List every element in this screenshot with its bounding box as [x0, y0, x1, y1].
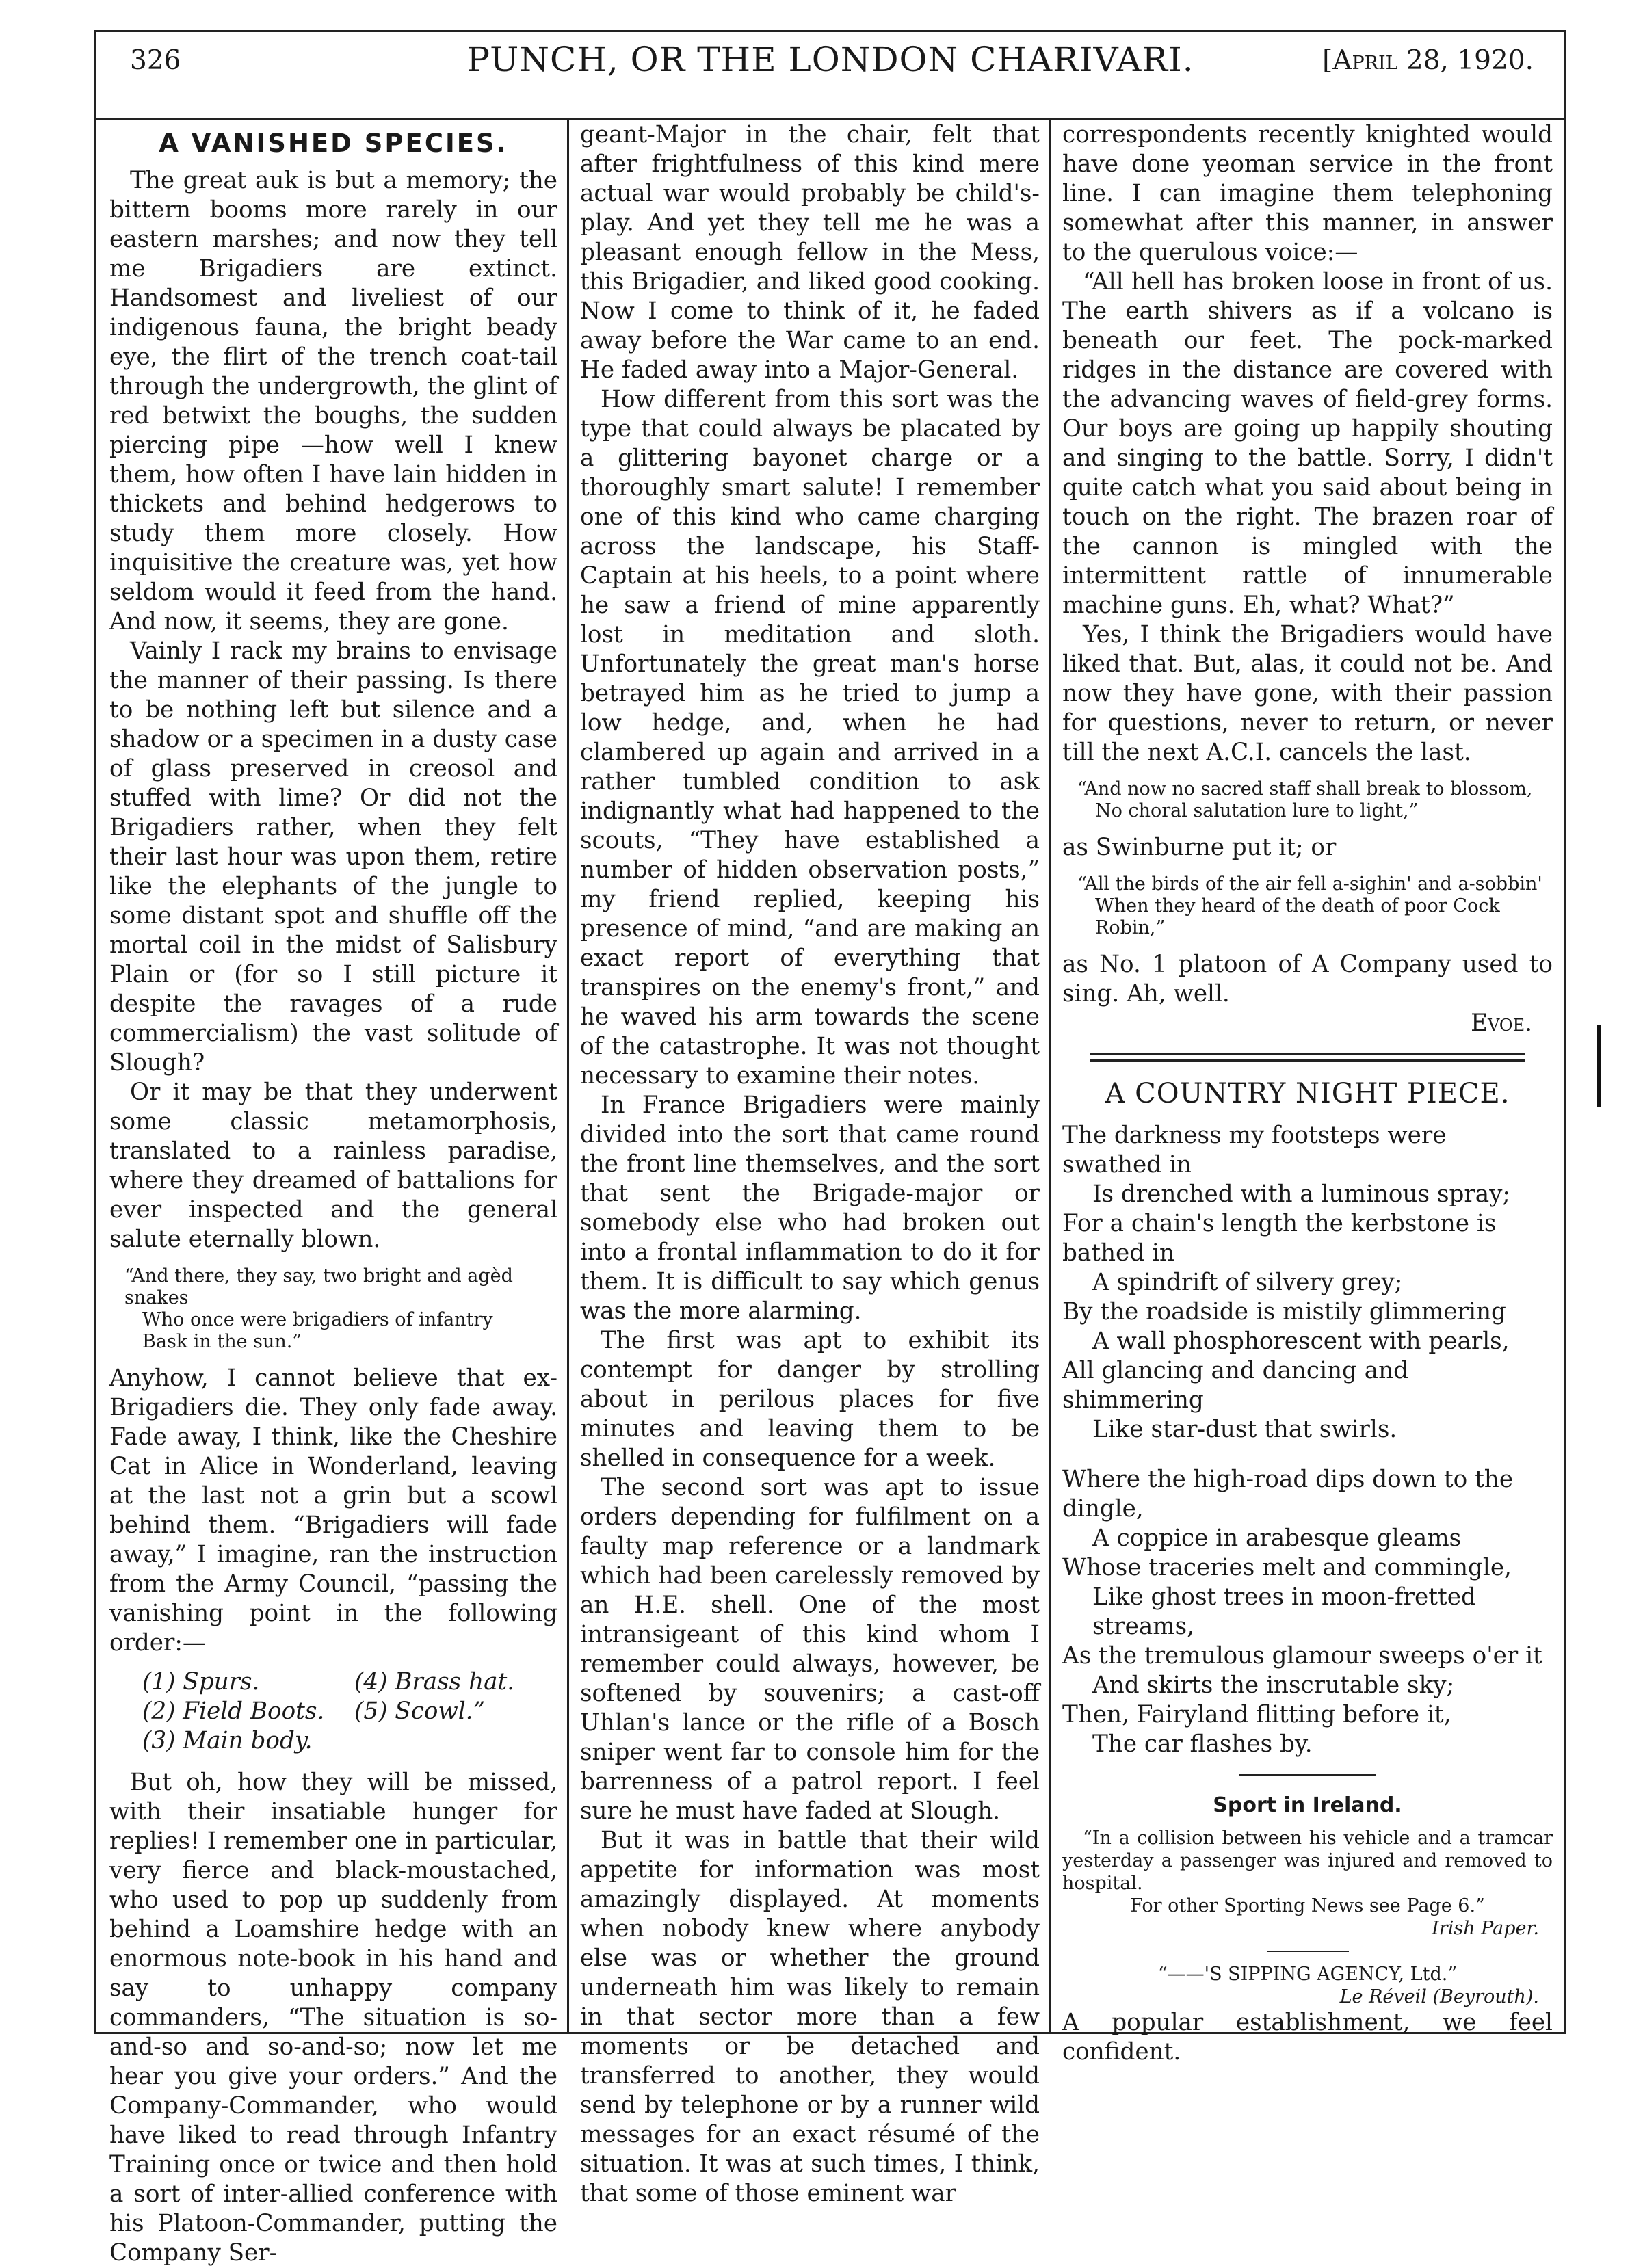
author-signature: Evoe.	[1471, 1010, 1532, 1037]
poem-line: Then, Fairyland flitting before it,	[1062, 1701, 1451, 1728]
poem-line: Whose traceries melt and commingle,	[1062, 1554, 1512, 1581]
sport-title: Sport in Ireland.	[1213, 1793, 1402, 1817]
poem-line: And skirts the inscrutable sky;	[1092, 1672, 1455, 1699]
article-paragraph: But oh, how they will be missed, with their insatiable hunger for replies! I remember one in particular, very fierce and black-moustached, who used to pop up suddenly from behind a Loamshire hedge with an enormous note-book in his hand and say to unhappy company commanders, “The situation is so-and-so and so-and-so; now let me hear you give your orders.” And the Company-Commander, who would have liked to read through Infantry Training once or twice and then hold a sort of inter-allied conference with his Platoon-Commander, putting the Company Ser-	[109, 1769, 557, 2267]
poem-line: A wall phosphorescent with pearls,	[1092, 1328, 1510, 1355]
orders-list	[142, 1667, 557, 1756]
quoted-verse	[1077, 873, 1553, 939]
article-paragraph: The second sort was apt to issue orders depending for fulfilment on a faulty map reference or a landmark which had been carelessly removed by an H.E. shell. One of the most intransigeant of this kind whom I remember could always, however, be softened by souvenirs; a cast-off Uhlan's lance or the rifle of a Bosch sniper went far to console him for the barrenness of a patrol report. I feel sure he must have faded at Slough.	[580, 1474, 1040, 1825]
poem-title: A COUNTRY NIGHT PIECE.	[1105, 1078, 1510, 1109]
sport-quote-line: For other Sporting News see Page 6.”	[1130, 1895, 1485, 1916]
verse-line: When they heard of the death of poor Cock Robin,”	[1095, 895, 1500, 938]
poem-body	[1062, 1121, 1553, 1759]
poem-line: All glancing and dancing and shimmering	[1062, 1357, 1409, 1414]
issue-date: [April 28, 1920.	[1322, 45, 1534, 76]
article-paragraph: In France Brigadiers were mainly divided into the sort that came round the front line themselves, and the sort that sent the Brigade-major or somebody else who had broken out into a frontal inflammation to do it for them. It is difficult to say which genus was the more alarming.	[580, 1092, 1040, 1325]
article-paragraph: Vainly I rack my brains to envisage the manner of their passing. Is there to be nothing left but silence and a shadow or a specimen in a dusty case of glass preserved in creosol and stuffed with lime? Or did not the Brigadiers rather, when they felt their last hour was upon them, retire like the elephants of the jungle to some distant spot and shuffle off the mortal coil in the midst of Salisbury Plain or (for so I still picture it despite the ravages of a rude commercialism) the vast solitude of Slough?	[109, 637, 557, 1077]
double-rule-divider	[1090, 1053, 1525, 1062]
article-paragraph: How different from this sort was the type that could always be placated by a glittering bayonet charge or a thoroughly smart salute! I remember one of this kind who came charging across the landscape, his Staff-Captain at his heels, to a point where he saw a friend of mine apparently lost in meditation and sloth. Unfortunately the great man's horse betrayed him as he tried to jump a low hedge, and, when he had clambered up again and arrived in a rather tumbled condition to ask indignantly what had happened to the scouts, “They have established a number of hidden observation posts,” my friend replied, keeping his presence of mind, “and are making an exact report of everything that transpires on the enemy's front,” and he waved his arm towards the scene of the catastrophe. It was not thought necessary to examine their notes.	[580, 386, 1040, 1090]
agency-quote: “——'S SIPPING AGENCY, Ltd.”	[1157, 1964, 1458, 1985]
poem-line: A spindrift of silvery grey;	[1092, 1269, 1403, 1296]
article-closing: as No. 1 platoon of A Company used to sing. Ah, well.	[1062, 951, 1553, 1007]
poem-line: Is drenched with a luminous spray;	[1092, 1181, 1510, 1208]
verse-line: “And there, they say, two bright and agèd snakes	[124, 1265, 513, 1308]
quoted-verse	[124, 1265, 557, 1353]
verse-line: “All the birds of the air fell a-sighin' and a-sobbin'	[1077, 873, 1542, 895]
masthead-title: PUNCH, OR THE LONDON CHARIVARI.	[466, 40, 1194, 79]
order-item: (5) Scowl.”	[354, 1698, 485, 1725]
rule-divider	[1239, 1774, 1376, 1776]
column-1	[100, 120, 569, 2267]
sport-source: Irish Paper.	[1432, 1918, 1539, 1939]
quoted-verse	[1077, 778, 1553, 822]
article-paragraph: The great auk is but a memory; the bittern booms more rarely in our eastern marshes; and now they tell me Brigadiers are extinct. Handsomest and liveliest of our indigenous fauna, the bright beady eye, the flirt of the trench coat-tail through the undergrowth, the glint of red betwixt the boughs, the sudden piercing pipe —how well I knew them, how often I have lain hidden in thickets and behind hedgerows to study them more closely. How inquisitive the creature was, yet how seldom would it feed from the hand. And now, it seems, they are gone.	[109, 167, 557, 635]
article-paragraph: correspondents recently knighted would have done yeoman service in the front line. I can imagine them telephoning somewhat after this manner, in answer to the querulous voice:—	[1062, 121, 1553, 266]
poem-line: A coppice in arabesque gleams	[1092, 1525, 1462, 1552]
article-paragraph: Anyhow, I cannot believe that ex-Brigadiers die. They only fade away. Fade away, I think, like the Cheshire Cat in Alice in Wonderland, leaving at the last not a grin but a scowl behind them. “Brigadiers will fade away,” I imagine, ran the instruction from the Army Council, “passing the vanishing point in the following order:—	[109, 1364, 557, 1657]
article-paragraph: “All hell has broken loose in front of us. The earth shivers as if a volcano is beneath our feet. The pock-marked ridges in the distance are covered with the advancing waves of field-grey forms. Our boys are going up happily shouting and singing to the battle. Sorry, I didn't quite catch what you said about being in touch on the right. The brazen roar of the cannon is mingled with the intermittent rattle of innumerable machine guns. Eh, what? What?”	[1062, 268, 1553, 619]
verse-line: Who once were brigadiers of infantry	[142, 1309, 493, 1330]
poem-line: Where the high-road dips down to the dingle,	[1062, 1466, 1514, 1522]
sport-quote: “In a collision between his vehicle and a tramcar yesterday a passenger was injured and removed to hospital.	[1062, 1828, 1553, 1894]
poem-line: By the roadside is mistily glimmering	[1062, 1298, 1506, 1326]
poem-line: The car flashes by.	[1092, 1730, 1313, 1758]
verse-line: No choral salutation lure to light,”	[1095, 800, 1419, 821]
article-paragraph: The first was apt to exhibit its contempt for danger by strolling about in perilous places for five minutes and leaving them to be shelled in consequence for a week.	[580, 1327, 1040, 1472]
margin-mark	[1597, 1025, 1601, 1107]
page-number: 326	[130, 45, 181, 76]
article-paragraph: Or it may be that they underwent some classic metamorphosis, translated to a rainless paradise, where they dreamed of battalions for ever inspected and the general salute eternally blown.	[109, 1079, 557, 1253]
verse-line: Bask in the sun.”	[142, 1331, 302, 1352]
rule-divider	[1267, 1951, 1349, 1952]
article-paragraph: Yes, I think the Brigadiers would have liked that. But, alas, it could not be. And now they have gone, with their passion for questions, never to return, or never till the next A.C.I. cancels the last.	[1062, 621, 1553, 766]
order-item: (1) Spurs.	[142, 1668, 260, 1696]
poem-line: Like ghost trees in moon-fretted streams,	[1092, 1583, 1476, 1640]
agency-comment: A popular establishment, we feel confident.	[1062, 2009, 1553, 2066]
poem-line: The darkness my footsteps were swathed in	[1062, 1122, 1447, 1178]
agency-source: Le Réveil (Beyrouth).	[1339, 1986, 1539, 2007]
article-title: A VANISHED SPECIES.	[159, 129, 508, 158]
poem-line: Like star-dust that swirls.	[1092, 1416, 1397, 1443]
order-item: (4) Brass hat.	[354, 1668, 515, 1696]
attribution-line: as Swinburne put it; or	[1062, 834, 1337, 861]
article-paragraph: geant-Major in the chair, felt that after frightfulness of this kind mere actual war would probably be child's-play. And yet they tell me he was a pleasant enough fellow in the Mess, this Brigadier, and liked good cooking. Now I come to think of it, he faded away before the War came to an end. He faded away into a Major-General.	[580, 121, 1040, 384]
page-header	[94, 30, 1566, 120]
poem-line: For a chain's length the kerbstone is bathed in	[1062, 1210, 1497, 1267]
order-item: (3) Main body.	[142, 1727, 313, 1754]
column-2	[569, 120, 1051, 2207]
column-3	[1051, 120, 1561, 2066]
order-item: (2) Field Boots.	[142, 1698, 325, 1725]
article-paragraph: But it was in battle that their wild appetite for information was most amazingly displayed. At moments when nobody knew where anybody else was or whether the ground underneath him was likely to remain in that sector more than a few moments or be detached and transferred to another, they would send by telephone or by a runner wild messages for an exact résumé of the situation. It was at such times, I think, that some of those eminent war	[580, 1827, 1040, 2207]
verse-line: “And now no sacred staff shall break to blossom,	[1077, 778, 1533, 800]
order-item	[354, 1726, 532, 1756]
poem-line: As the tremulous glamour sweeps o'er it	[1062, 1642, 1542, 1670]
